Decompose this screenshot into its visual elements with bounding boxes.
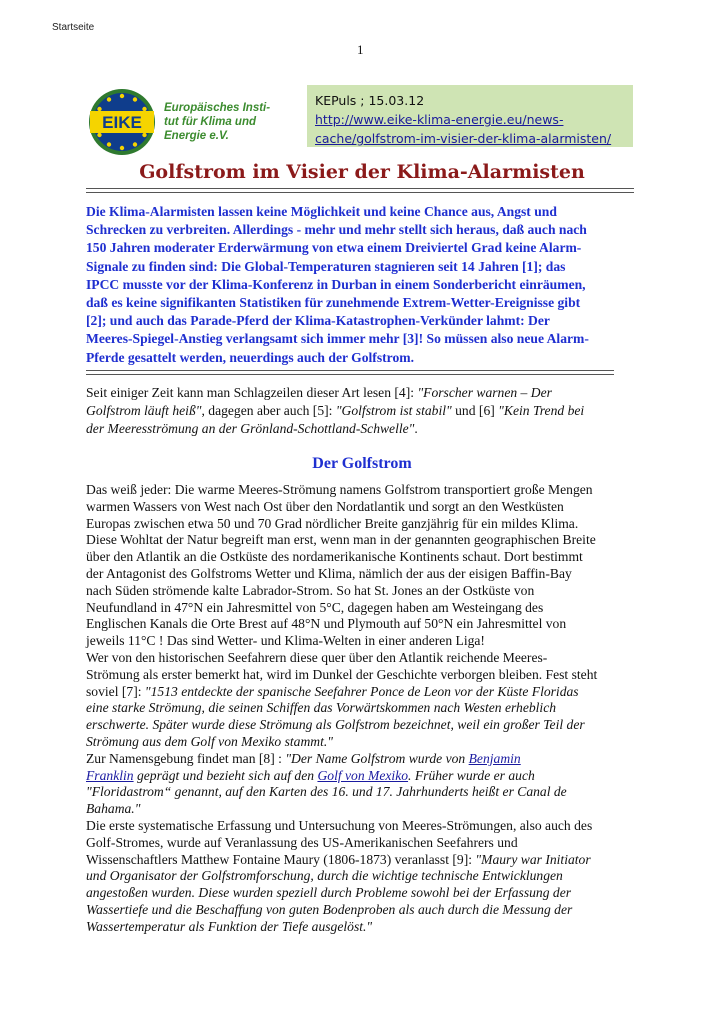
text-line: Englischen Kanals die Orte Brest auf 48°N und Plymouth auf 50°N ein Jahresmittel von (86, 616, 567, 632)
text-line: Zur Namensgebung findet man [8] : "Der Name Golfstrom wurde von Benjamin (86, 750, 521, 766)
lead-line: Schrecken zu verbreiten. Allerdings - mehr und mehr stellt sich heraus, daß auch nach (86, 222, 587, 238)
text-line: Franklin geprägt und bezieht sich auf den Golf von Mexiko. Früher wurde er auch (86, 767, 535, 783)
kepuls-label: KEPuls ; 15.03.12 (315, 93, 425, 108)
text-line: soviel [7]: "1513 entdeckte der spanische Seefahrer Ponce de Leon vor der Küste Floridas (86, 683, 579, 699)
link-benjamin-franklin-2[interactable]: Franklin (86, 767, 134, 783)
text-line: Strömung als erster bemerkt hat, wird im Dunkel der Geschichte verborgen bleiben. Fest steht (86, 666, 598, 682)
divider-top (86, 188, 634, 189)
quote-line: eine starke Strömung, die seinen Schiffen das Vorwärtskommen nach Westen erheblich (86, 700, 557, 716)
kepuls-info-box (307, 85, 633, 147)
text-line: Golf-Stromes, wurde auf Veranlassung des US-Amerikanischen Seefahrers und (86, 834, 518, 850)
quote-line: Strömung aus dem Golf von Mexiko stammt." (86, 733, 333, 749)
text-line: Europas zwischen etwa 50 und 70 Grad nördlicher Breite ganzjährig für ein mildes Klima. (86, 515, 579, 531)
intro-paragraph (86, 384, 641, 438)
lead-line: 150 Jahren moderater Erderwärmung von etwa einem Dreiviertel Grad keine Alarm- (86, 240, 582, 256)
text-line: Das weiß jeder: Die warme Meeres-Strömung namens Golfstrom transportiert große Mengen (86, 482, 593, 497)
svg-text:EIKE: EIKE (102, 113, 142, 132)
text-line: über den Atlantik an die Ostküste des nordamerikanische Kontinents schaut. Dort bestimmt (86, 549, 583, 565)
svg-text:Europäisches Insti-: Europäisches Insti- (164, 102, 271, 114)
text-line: Wer von den historischen Seefahrern diese quer über den Atlantik reichende Meeres- (86, 649, 548, 665)
text-line: jeweils 11°C ! Das sind Wetter- und Klima-Welten in einer anderen Liga! (86, 633, 485, 649)
quote-line: Wassertemperatur als Funktion der Tiefe ausgelöst." (86, 918, 373, 934)
article-title: Golfstrom im Visier der Klima-Alarmisten (139, 161, 585, 183)
quote-line: angestoßen wurden. Diese wurden speziell durch Probleme sowohl bei der Erfassung der (86, 885, 572, 901)
lead-line: Meeres-Spiegel-Anstieg verlangsamt sich immer mehr [3]! So müssen also neue Alarm- (86, 331, 589, 347)
svg-text:tut für Klima und: tut für Klima und (164, 116, 256, 128)
svg-text:Energie e.V.: Energie e.V. (164, 130, 229, 142)
quote-line: "Floridastrom“ genannt, auf den Karten des 16. und 17. Jahrhunderts heißt er Canal de (86, 784, 567, 800)
lead-line: Die Klima-Alarmisten lassen keine Möglichkeit und keine Chance aus, Angst und (86, 204, 557, 219)
text-line: Wissenschaftlers Matthew Fontaine Maury (1806-1873) veranlasst [9]: "Maury war Initiator (86, 851, 591, 867)
text-line: Diese Wohltat der Natur begreift man erst, wenn man in der genannten geographischen Breite (86, 532, 596, 548)
article-url-line1[interactable]: http://www.eike-klima-energie.eu/news- (315, 112, 564, 127)
section-heading: Der Golfstrom (312, 455, 412, 472)
lead-line: daß es keine signifikanten Statistiken für zunehmende Extrem-Wetter-Ereignisse gibt (86, 295, 581, 311)
lead-line: Signale zu finden sind: Die Global-Temperaturen stagnieren seit 14 Jahren [1]; das (86, 258, 566, 274)
lead-paragraph (86, 203, 637, 367)
intro-line: der Meeresströmung an der Grönland-Schottland-Schwelle". (86, 421, 418, 436)
quote-line: Bahama." (86, 801, 141, 817)
eike-logo (86, 86, 300, 158)
intro-line: Golfstrom läuft heiß", dagegen aber auch [5]: "Golfstrom ist stabil" und [6] "Kein Trend bei (86, 403, 585, 418)
text-line: Neufundland in 47°N ein Jahresmittel von 5°C, dagegen haben am Westeingang des (86, 599, 544, 615)
text-line: warmen Wassers von West nach Ost über den Nordatlantik und sorgt an den Westküsten (86, 498, 564, 514)
link-golf-von-mexiko[interactable]: Golf von Mexiko (317, 767, 409, 783)
quote-line: Wassertiefe und die Beschaffung von guten Bodenproben als auch durch die Messung der (86, 901, 573, 917)
startseite-label[interactable]: Startseite (52, 22, 95, 33)
section-body (86, 482, 642, 936)
page-number: 1 (357, 42, 364, 57)
lead-line: Pferde gesattelt werden, neuerdings auch der Golfstrom. (86, 349, 414, 365)
lead-line: [2]; und auch das Parade-Pferd der Klima-Katastrophen-Verkünder lahmt: Der (86, 313, 550, 329)
text-line: der Antagonist des Golfstroms Wetter und Klima, nämlich der aus der eisigen Baffin-Bay (86, 565, 572, 581)
divider-bottom (86, 370, 614, 371)
article-url-line2[interactable]: cache/golfstrom-im-visier-der-klima-alarmisten/ (315, 131, 612, 146)
lead-line: IPCC musste vor der Klima-Konferenz in Durban in einem Sonderbericht einräumen, (86, 276, 586, 292)
link-benjamin-franklin[interactable]: Benjamin (468, 750, 521, 766)
text-line: Die erste systematische Erfassung und Untersuchung von Meeres-Strömungen, also auch des (86, 817, 593, 833)
intro-line: Seit einiger Zeit kann man Schlagzeilen dieser Art lesen [4]: "Forscher warnen – Der (86, 385, 552, 400)
quote-line: und Organisator der Golfstromforschung, durch die wichtige technische Entwicklungen (86, 868, 563, 884)
paragraph-golfstrom (86, 482, 642, 936)
text-line: nach Süden strömende kalte Labrador-Strom. So hat St. Jones an der Ostküste von (86, 582, 535, 598)
quote-line: erschwerte. Später wurde diese Strömung als Golfstrom bezeichnet, weil ein großer Teil der (86, 717, 585, 733)
